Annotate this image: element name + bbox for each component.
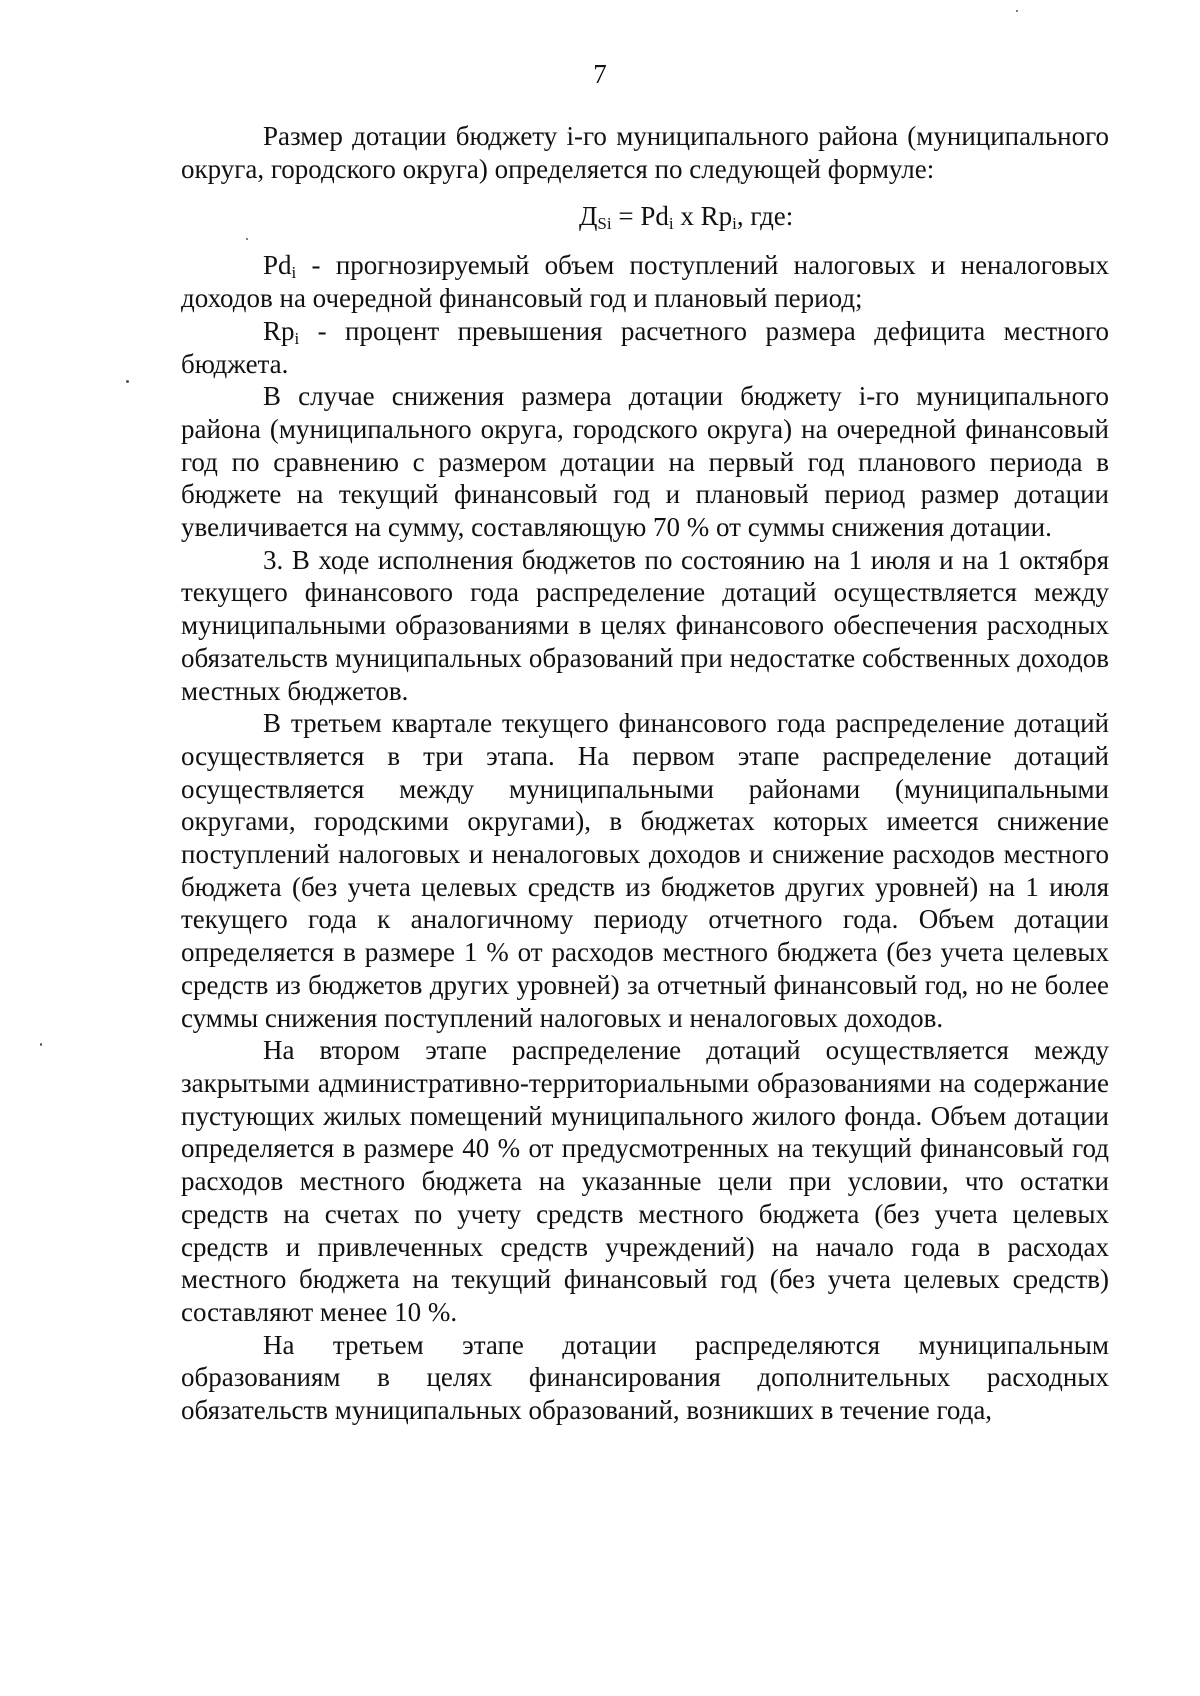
formula-pd-subscript: i <box>668 214 674 234</box>
formula-lhs-subscript: Si <box>597 214 612 234</box>
formula <box>181 200 1109 232</box>
definition-rp-symbol: Rp <box>263 315 295 346</box>
definition-rp <box>181 315 1109 380</box>
definition-pd-text: - прогнозируемый объем поступлений налоговых и неналоговых доходов на очередной финансовый год и плановый период; <box>181 250 1109 314</box>
formula-rp-subscript: i <box>732 214 737 234</box>
paragraph-stage-3: На третьем этапе дотации распределяются муниципальным образованиям в целях финансирования дополнительных расходных обязательств муниципальных образований, возникших в течение года, <box>181 1329 1109 1426</box>
paragraph-intro: Размер дотации бюджету i-го муниципального района (муниципального округа, городского округа) определяется по следующей формуле: <box>181 121 1109 184</box>
document-body <box>181 120 1109 1427</box>
paragraph-item-3: 3. В ходе исполнения бюджетов по состоянию на 1 июля и на 1 октября текущего финансового года распределение дотаций осуществляется между муниципальными образованиями в целях финансового обеспечения расходных обязательств муниципальных образований при недостатке собственных доходов местных бюджетов. <box>181 544 1109 706</box>
definition-pd-symbol: Pd <box>263 250 292 281</box>
formula-mid-rp: x Rp <box>673 201 733 232</box>
paragraph-third-quarter: В третьем квартале текущего финансового года распределение дотаций осуществляется в три этапа. На первом этапе распределение дотаций осуществляется между муниципальными районами (муниципальными округами, городскими округами), в бюджетах которых имеется снижение поступлений налоговых и неналоговых доходов и снижение расходов местного бюджета (без учета целевых средств из бюджетов других уровней) на 1 июля текущего года к аналогичному периоду отчетного года. Объем дотации определяется в размере 1 % от расходов местного бюджета (без учета целевых средств из бюджетов других уровней) за отчетный финансовый год, но не более суммы снижения поступлений налоговых и неналоговых доходов. <box>181 708 1109 1033</box>
formula-eq-pd: = Pd <box>611 201 669 232</box>
scan-speck <box>246 238 248 240</box>
definition-pd-subscript: i <box>291 263 297 283</box>
scan-speck <box>40 1043 42 1046</box>
scan-speck <box>1016 10 1018 12</box>
formula-tail: , где: <box>736 201 794 232</box>
paragraph-reduction: В случае снижения размера дотации бюджету i-го муниципального района (муниципального округа, городского округа) на очередной финансовый год по сравнению с размером дотации на первый год планового периода в бюджете на текущий финансовый год и плановый период размер дотации увеличивается на сумму, составляющую 70 % от суммы снижения дотации. <box>181 381 1109 543</box>
formula-lhs: Д <box>579 201 598 232</box>
scan-speck <box>126 380 129 383</box>
page-number: 7 <box>593 59 607 89</box>
paragraph-stage-2: На втором этапе распределение дотаций осуществляется между закрытыми административно-территориальными образованиями на содержание пустующих жилых помещений муниципального жилого фонда. Объем дотации определяется в размере 40 % от предусмотренных на текущий финансовый год расходов местного бюджета на указанные цели при условии, что остатки средств на счетах по учету средств местного бюджета (без учета целевых средств и привлеченных средств учреждений) на начало года в расходах местного бюджета на текущий финансовый год (без учета целевых средств) составляют менее 10 %. <box>181 1035 1109 1327</box>
definition-pd <box>181 249 1109 314</box>
definition-rp-text: - процент превышения расчетного размера дефицита местного бюджета. <box>181 315 1109 379</box>
definition-rp-subscript: i <box>294 328 300 348</box>
